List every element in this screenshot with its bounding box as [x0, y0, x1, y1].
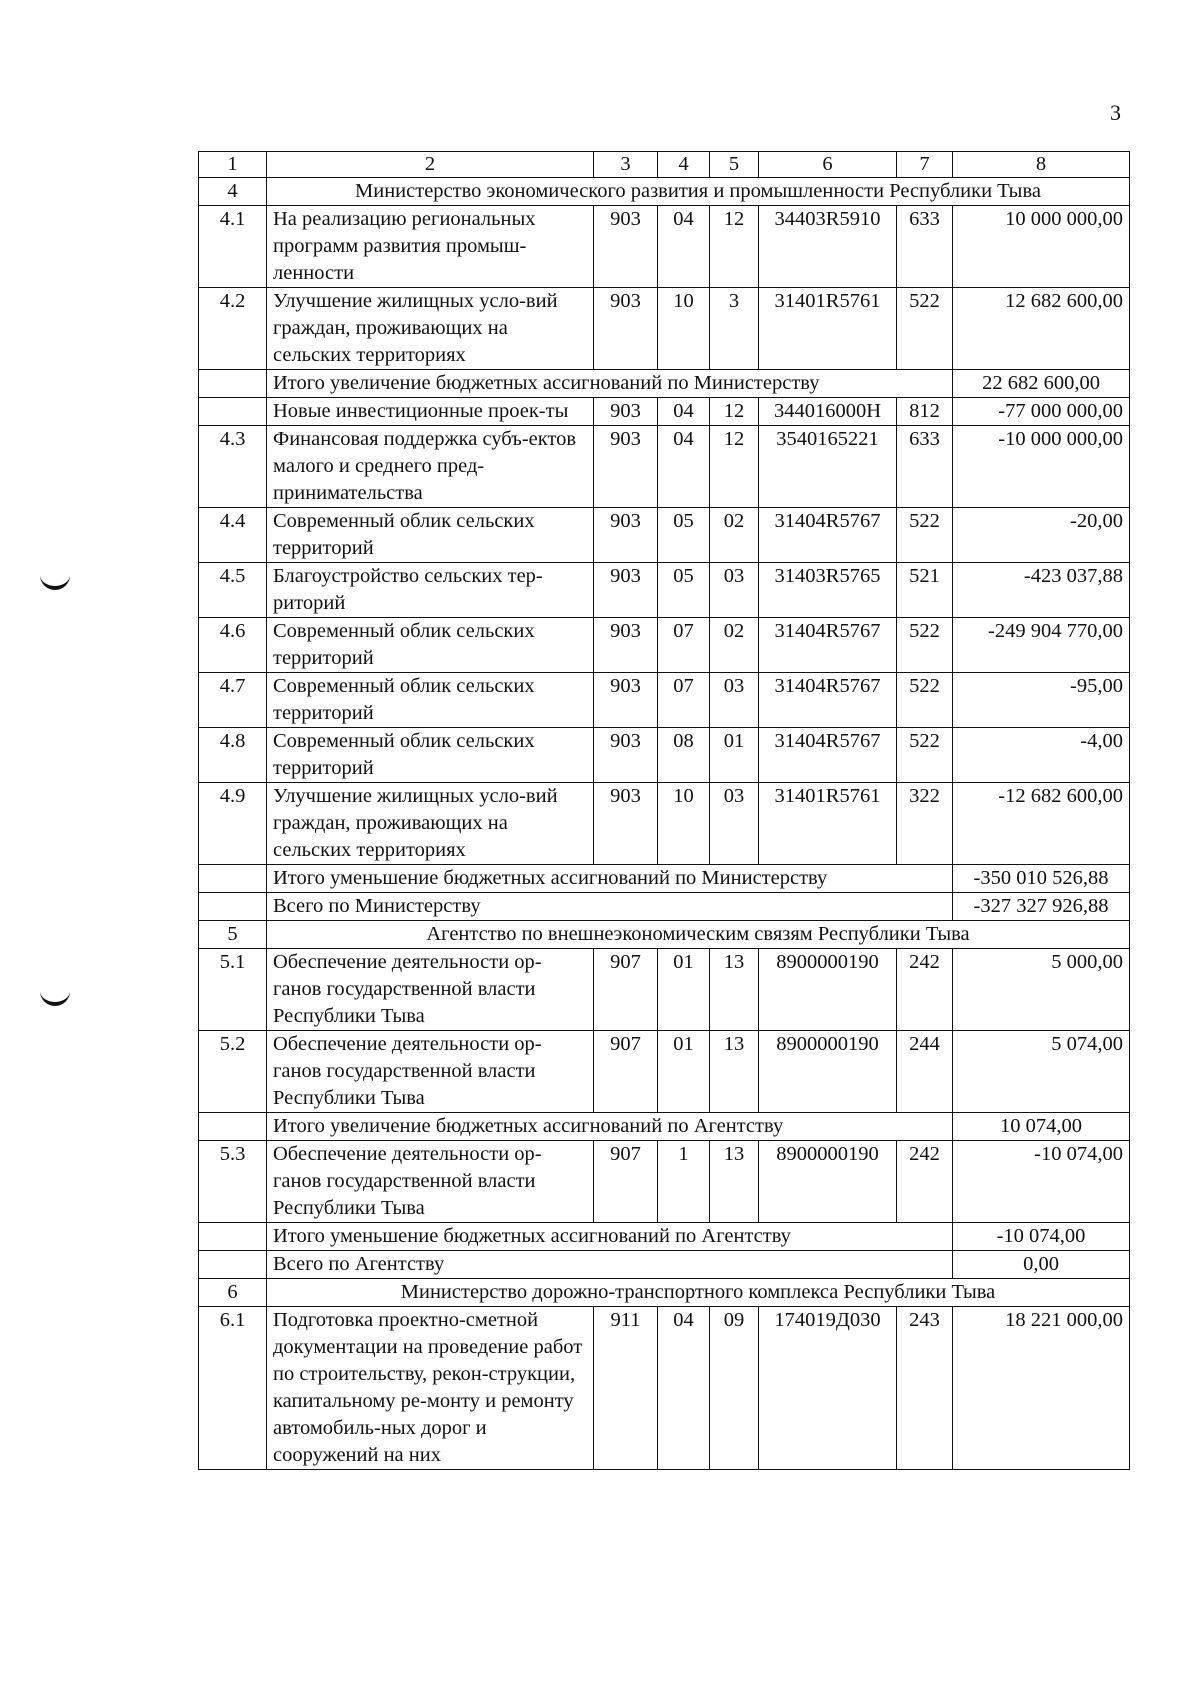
item-name: Улучшение жилищных усло-вий граждан, проживающих на сельских территориях [267, 288, 594, 370]
section-code: 04 [658, 398, 710, 426]
expense-type-code: 242 [897, 1141, 953, 1223]
target-article-code: 8900000190 [759, 1031, 897, 1113]
table-row [199, 728, 1130, 783]
target-article-code: 34403R5910 [759, 206, 897, 288]
subsection-code: 09 [710, 1307, 759, 1470]
ministry-code: 907 [594, 1031, 658, 1113]
subsection-code: 03 [710, 783, 759, 865]
target-article-code: 174019Д030 [759, 1307, 897, 1470]
expense-type-code: 322 [897, 783, 953, 865]
target-article-code: 3540165221 [759, 426, 897, 508]
item-name: Современный облик сельских территорий [267, 508, 594, 563]
total-row [199, 370, 1130, 398]
row-number [199, 1113, 267, 1141]
column-header: 4 [658, 152, 710, 178]
row-number [199, 370, 267, 398]
page-number: 3 [1110, 100, 1121, 125]
section-number: 4 [199, 178, 267, 206]
scan-artifact-mark [40, 988, 70, 1006]
section-code: 04 [658, 426, 710, 508]
ministry-code: 903 [594, 398, 658, 426]
ministry-code: 903 [594, 783, 658, 865]
column-header: 6 [759, 152, 897, 178]
total-amount: 0,00 [953, 1251, 1130, 1279]
item-name: На реализацию региональных программ развития промыш-ленности [267, 206, 594, 288]
row-number [199, 1251, 267, 1279]
subsection-code: 3 [710, 288, 759, 370]
amount-value: -4,00 [953, 728, 1130, 783]
target-article-code: 31401R5761 [759, 288, 897, 370]
amount-value: -423 037,88 [953, 563, 1130, 618]
total-row [199, 1251, 1130, 1279]
column-header: 1 [199, 152, 267, 178]
amount-value: 18 221 000,00 [953, 1307, 1130, 1470]
budget-table [198, 151, 1130, 1470]
ministry-code: 903 [594, 728, 658, 783]
column-header: 2 [267, 152, 594, 178]
row-number: 4.4 [199, 508, 267, 563]
amount-value: -10 074,00 [953, 1141, 1130, 1223]
section-title: Министерство экономического развития и промышленности Республики Тыва [267, 178, 1130, 206]
subsection-code: 13 [710, 949, 759, 1031]
total-row [199, 865, 1130, 893]
section-code: 04 [658, 206, 710, 288]
ministry-code: 903 [594, 288, 658, 370]
table-row [199, 426, 1130, 508]
item-name: Современный облик сельских территорий [267, 728, 594, 783]
row-number: 4.5 [199, 563, 267, 618]
item-name: Современный облик сельских территорий [267, 618, 594, 673]
subsection-code: 12 [710, 398, 759, 426]
target-article-code: 31404R5767 [759, 618, 897, 673]
total-row [199, 1223, 1130, 1251]
amount-value: 5 000,00 [953, 949, 1130, 1031]
target-article-code: 8900000190 [759, 1141, 897, 1223]
row-number [199, 893, 267, 921]
ministry-code: 907 [594, 1141, 658, 1223]
subsection-code: 12 [710, 206, 759, 288]
target-article-code: 31404R5767 [759, 728, 897, 783]
table-row [199, 618, 1130, 673]
ministry-code: 903 [594, 673, 658, 728]
target-article-code: 344016000H [759, 398, 897, 426]
row-number: 6.1 [199, 1307, 267, 1470]
table-row [199, 398, 1130, 426]
section-title: Министерство дорожно-транспортного комплекса Республики Тыва [267, 1279, 1130, 1307]
amount-value: -95,00 [953, 673, 1130, 728]
total-row [199, 893, 1130, 921]
amount-value: -249 904 770,00 [953, 618, 1130, 673]
subsection-code: 03 [710, 673, 759, 728]
section-code: 1 [658, 1141, 710, 1223]
ministry-code: 911 [594, 1307, 658, 1470]
section-row [199, 178, 1130, 206]
amount-value: 5 074,00 [953, 1031, 1130, 1113]
section-code: 05 [658, 563, 710, 618]
section-title: Агентство по внешнеэкономическим связям Республики Тыва [267, 921, 1130, 949]
amount-value: -10 000 000,00 [953, 426, 1130, 508]
row-number: 4.6 [199, 618, 267, 673]
expense-type-code: 242 [897, 949, 953, 1031]
section-number: 6 [199, 1279, 267, 1307]
scan-artifact-mark [40, 572, 70, 590]
target-article-code: 31401R5761 [759, 783, 897, 865]
item-name: Финансовая поддержка субъ-ектов малого и среднего пред-принимательства [267, 426, 594, 508]
target-article-code: 31403R5765 [759, 563, 897, 618]
section-code: 05 [658, 508, 710, 563]
total-label: Итого увеличение бюджетных ассигнований по Министерству [267, 370, 953, 398]
section-code: 10 [658, 288, 710, 370]
section-row [199, 1279, 1130, 1307]
expense-type-code: 244 [897, 1031, 953, 1113]
expense-type-code: 522 [897, 618, 953, 673]
expense-type-code: 522 [897, 508, 953, 563]
expense-type-code: 812 [897, 398, 953, 426]
table-row [199, 949, 1130, 1031]
total-row [199, 1113, 1130, 1141]
expense-type-code: 522 [897, 728, 953, 783]
row-number: 4.1 [199, 206, 267, 288]
row-number: 5.1 [199, 949, 267, 1031]
item-name: Обеспечение деятельности ор-ганов государственной власти Республики Тыва [267, 949, 594, 1031]
expense-type-code: 243 [897, 1307, 953, 1470]
amount-value: -77 000 000,00 [953, 398, 1130, 426]
ministry-code: 903 [594, 618, 658, 673]
total-label: Всего по Агентству [267, 1251, 953, 1279]
table-row [199, 206, 1130, 288]
expense-type-code: 521 [897, 563, 953, 618]
row-number: 4.7 [199, 673, 267, 728]
subsection-code: 02 [710, 508, 759, 563]
total-amount: 10 074,00 [953, 1113, 1130, 1141]
total-label: Всего по Министерству [267, 893, 953, 921]
row-number: 5.3 [199, 1141, 267, 1223]
expense-type-code: 633 [897, 206, 953, 288]
row-number: 4.9 [199, 783, 267, 865]
subsection-code: 03 [710, 563, 759, 618]
section-code: 10 [658, 783, 710, 865]
section-code: 01 [658, 1031, 710, 1113]
column-header: 3 [594, 152, 658, 178]
table-row [199, 288, 1130, 370]
amount-value: -20,00 [953, 508, 1130, 563]
section-code: 08 [658, 728, 710, 783]
total-amount: 22 682 600,00 [953, 370, 1130, 398]
ministry-code: 903 [594, 206, 658, 288]
column-header: 8 [953, 152, 1130, 178]
item-name: Благоустройство сельских тер-риторий [267, 563, 594, 618]
section-code: 07 [658, 618, 710, 673]
row-number: 5.2 [199, 1031, 267, 1113]
total-amount: -350 010 526,88 [953, 865, 1130, 893]
item-name: Обеспечение деятельности ор-ганов государственной власти Республики Тыва [267, 1031, 594, 1113]
table-body [199, 152, 1130, 1470]
expense-type-code: 633 [897, 426, 953, 508]
row-number: 4.2 [199, 288, 267, 370]
total-label: Итого уменьшение бюджетных ассигнований по Агентству [267, 1223, 953, 1251]
section-code: 07 [658, 673, 710, 728]
column-header: 5 [710, 152, 759, 178]
expense-type-code: 522 [897, 288, 953, 370]
row-number: 4.8 [199, 728, 267, 783]
section-row [199, 921, 1130, 949]
ministry-code: 903 [594, 508, 658, 563]
total-amount: -10 074,00 [953, 1223, 1130, 1251]
row-number [199, 865, 267, 893]
amount-value: -12 682 600,00 [953, 783, 1130, 865]
total-label: Итого уменьшение бюджетных ассигнований по Министерству [267, 865, 953, 893]
section-number: 5 [199, 921, 267, 949]
item-name: Новые инвестиционные проек-ты [267, 398, 594, 426]
target-article-code: 31404R5767 [759, 673, 897, 728]
row-number: 4.3 [199, 426, 267, 508]
ministry-code: 907 [594, 949, 658, 1031]
item-name: Современный облик сельских территорий [267, 673, 594, 728]
table-row [199, 508, 1130, 563]
column-header-row [199, 152, 1130, 178]
column-header: 7 [897, 152, 953, 178]
row-number [199, 398, 267, 426]
ministry-code: 903 [594, 426, 658, 508]
expense-type-code: 522 [897, 673, 953, 728]
subsection-code: 13 [710, 1031, 759, 1113]
table-row [199, 1031, 1130, 1113]
subsection-code: 01 [710, 728, 759, 783]
amount-value: 12 682 600,00 [953, 288, 1130, 370]
item-name: Обеспечение деятельности ор-ганов государственной власти Республики Тыва [267, 1141, 594, 1223]
total-label: Итого увеличение бюджетных ассигнований по Агентству [267, 1113, 953, 1141]
ministry-code: 903 [594, 563, 658, 618]
subsection-code: 12 [710, 426, 759, 508]
target-article-code: 8900000190 [759, 949, 897, 1031]
table-row [199, 783, 1130, 865]
subsection-code: 02 [710, 618, 759, 673]
section-code: 01 [658, 949, 710, 1031]
table-row [199, 1307, 1130, 1470]
table-row [199, 673, 1130, 728]
total-amount: -327 327 926,88 [953, 893, 1130, 921]
table-row [199, 1141, 1130, 1223]
subsection-code: 13 [710, 1141, 759, 1223]
row-number [199, 1223, 267, 1251]
table-row [199, 563, 1130, 618]
item-name: Подготовка проектно-сметной документации на проведение работ по строительству, рекон-струкции, капитальному ре-монту и ремонту автомобиль-ных дорог и сооружений на них [267, 1307, 594, 1470]
amount-value: 10 000 000,00 [953, 206, 1130, 288]
section-code: 04 [658, 1307, 710, 1470]
target-article-code: 31404R5767 [759, 508, 897, 563]
item-name: Улучшение жилищных усло-вий граждан, проживающих на сельских территориях [267, 783, 594, 865]
